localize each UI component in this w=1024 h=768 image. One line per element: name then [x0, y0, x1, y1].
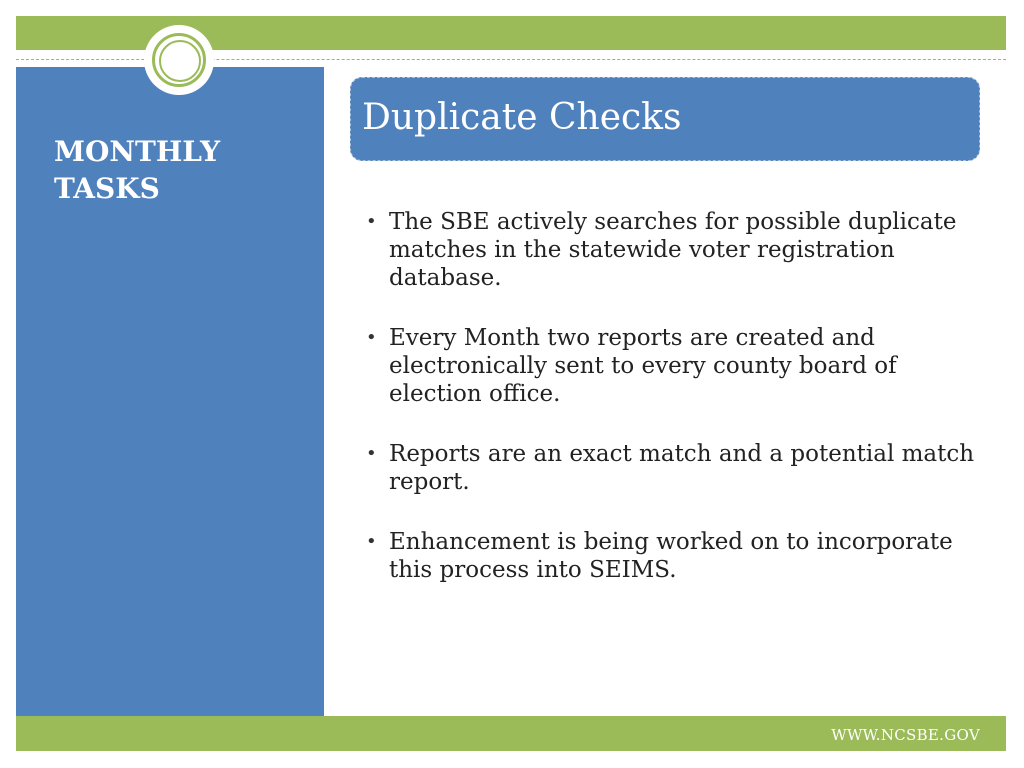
bullet-text: Every Month two reports are created and electronically sent to every county board of election office. [389, 325, 897, 407]
footer-url: WWW.NCSBE.GOV [831, 726, 980, 744]
bullet-text: Reports are an exact match and a potential match report. [389, 441, 975, 495]
bullet-dot-icon: • [366, 327, 377, 348]
bullet-dot-icon: • [366, 531, 377, 552]
bullet-dot-icon: • [366, 211, 377, 232]
bullet-item [366, 528, 976, 584]
bullet-item [366, 208, 976, 292]
bullet-dot-icon: • [366, 443, 377, 464]
decorative-inner-ring-icon [159, 40, 201, 82]
sidebar-title: MONTHLY TASKS [54, 135, 221, 205]
bullet-item [366, 324, 976, 408]
bullet-item [366, 440, 976, 496]
bullet-text: Enhancement is being worked on to incorporate this process into SEIMS. [389, 529, 953, 583]
slide-title: Duplicate Checks [362, 97, 682, 138]
bullet-text: The SBE actively searches for possible duplicate matches in the statewide voter registration database. [389, 209, 957, 291]
bullet-list [366, 208, 976, 616]
